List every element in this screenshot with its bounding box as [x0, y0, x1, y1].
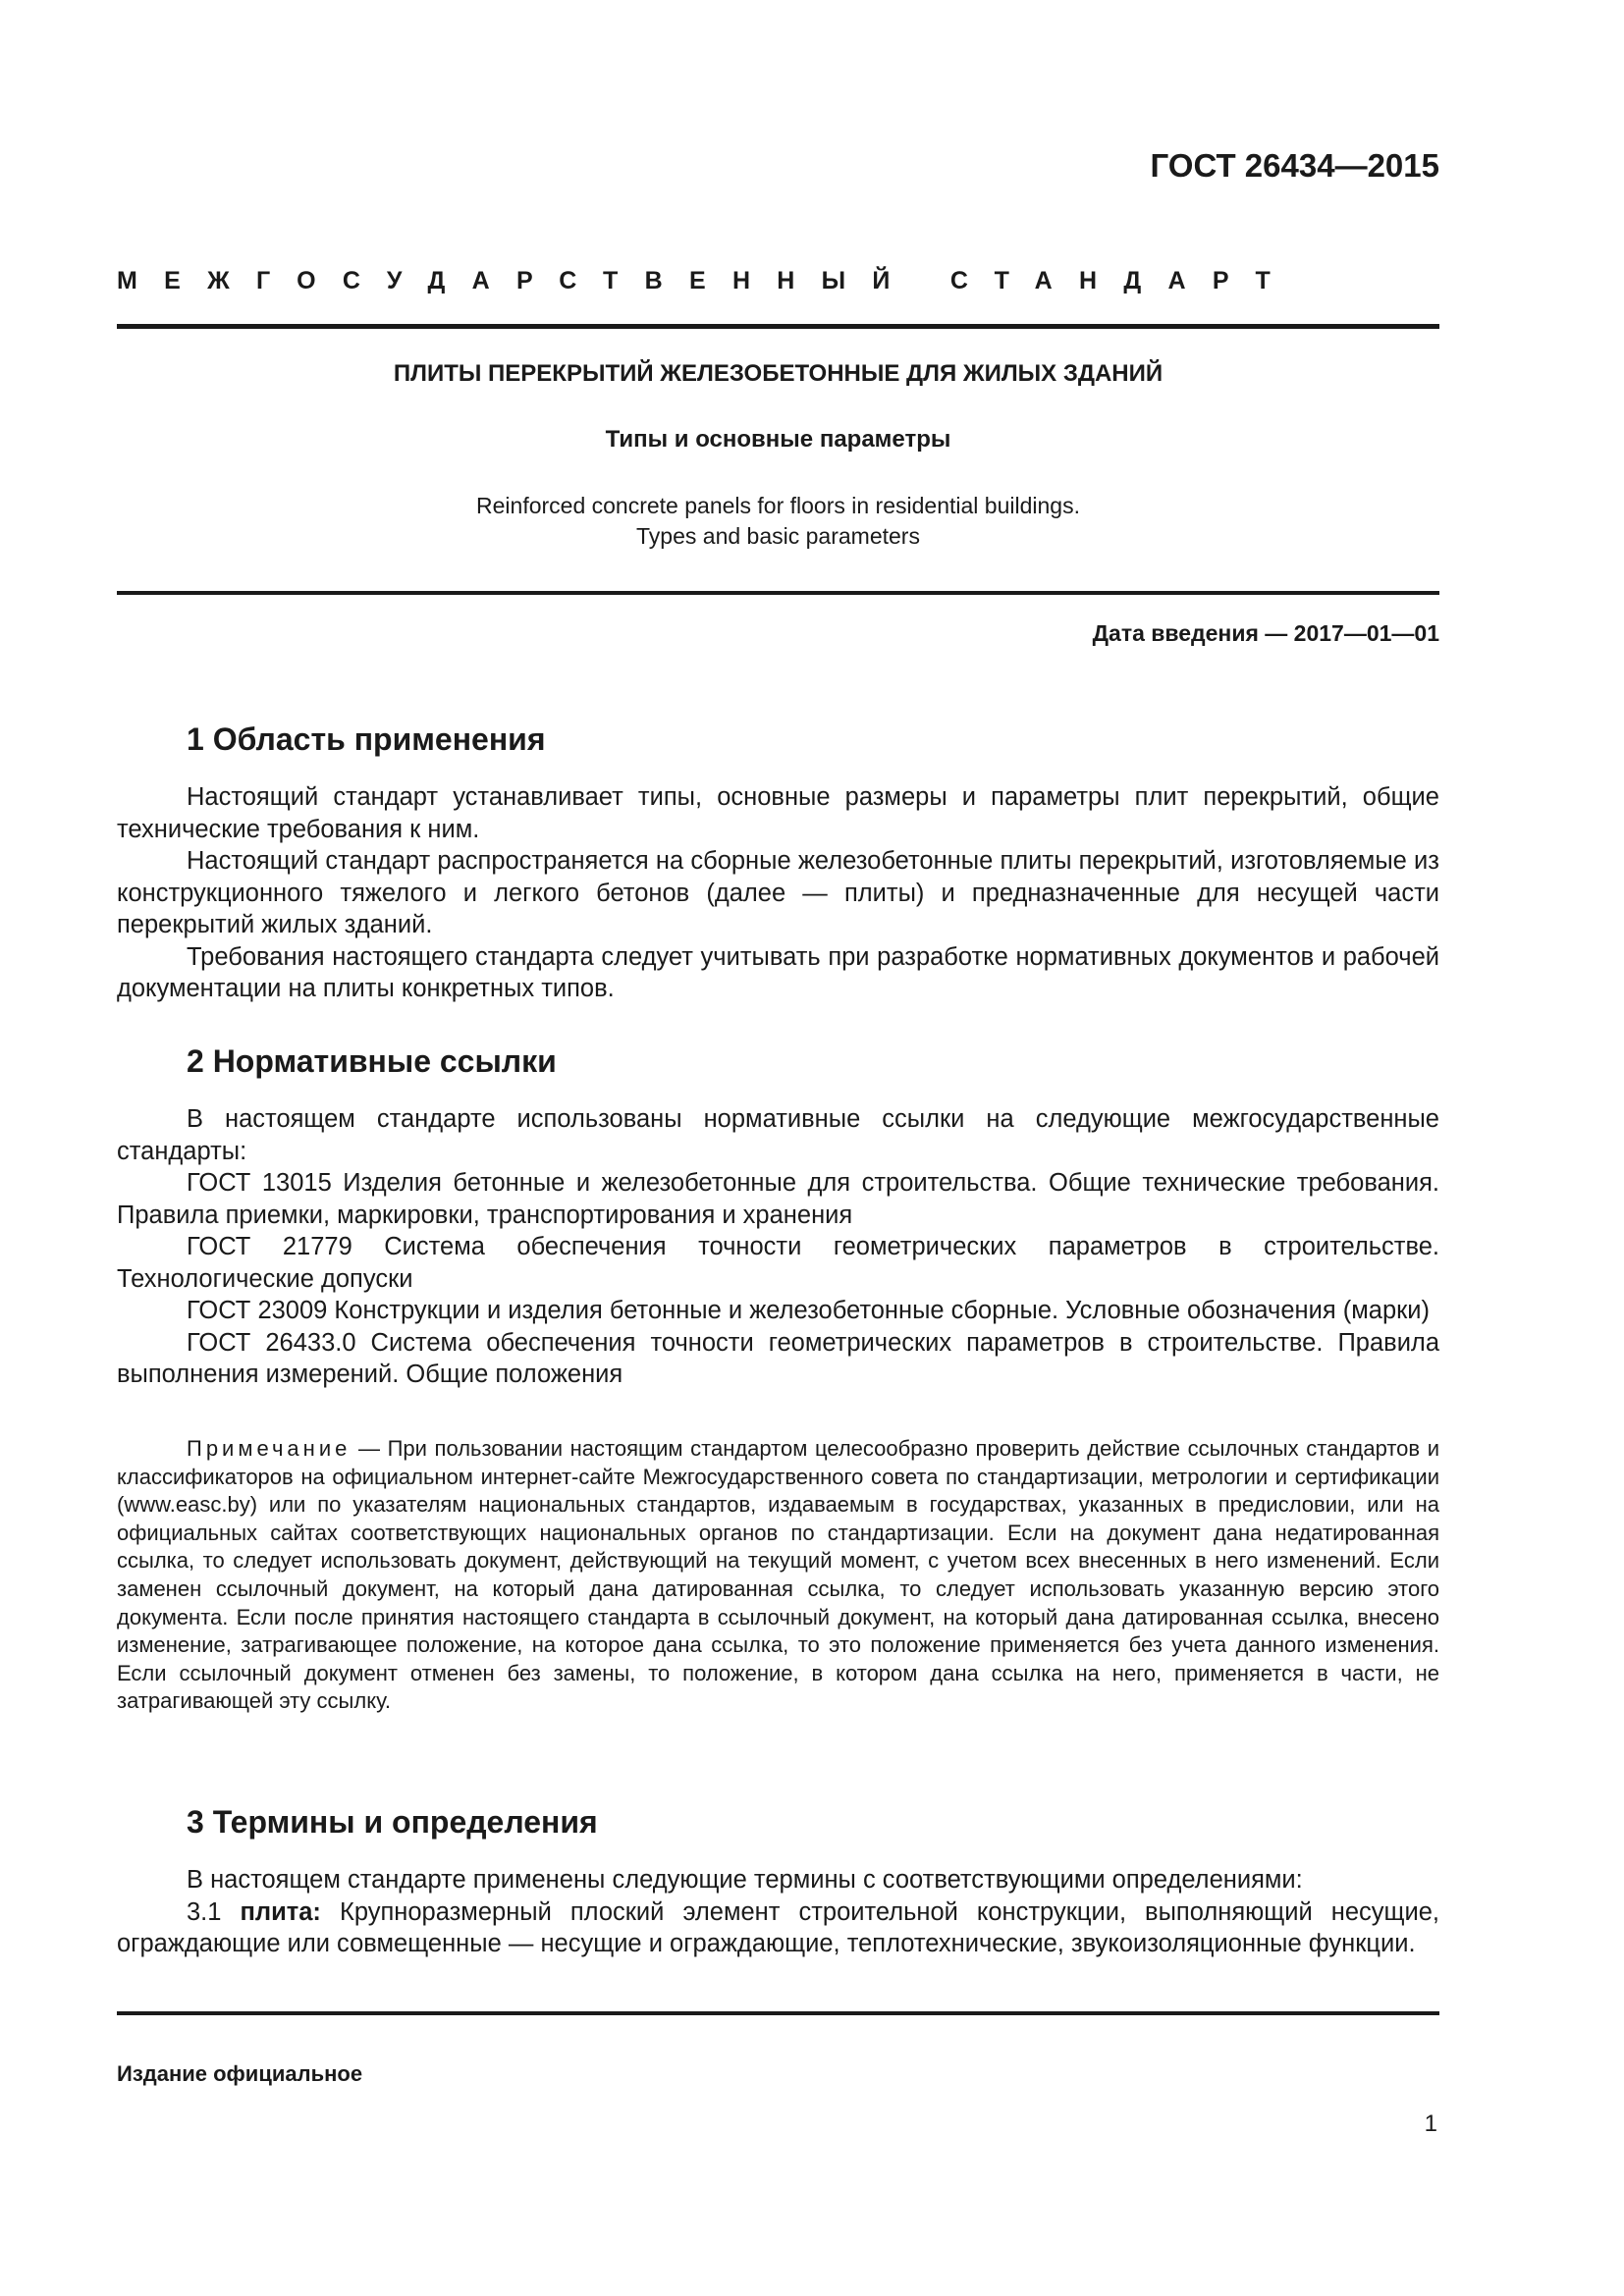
footer-divider: [117, 2011, 1439, 2015]
paragraph: В настоящем стандарте использованы нормативные ссылки на следующие межгосударственные стандарты:: [117, 1105, 1439, 1165]
section-3-body: [117, 1864, 1439, 1960]
reference-item: ГОСТ 21779 Система обеспечения точности геометрических параметров в строительстве. Технологические допуски: [117, 1233, 1439, 1293]
official-edition-label: Издание официальное: [117, 2061, 363, 2086]
introduction-date: Дата введения — 2017—01—01: [1092, 620, 1439, 646]
section-3-heading: 3 Термины и определения: [187, 1804, 598, 1840]
page-number: 1: [1424, 2110, 1437, 2137]
english-title: [117, 491, 1439, 552]
section-2-body: [117, 1103, 1439, 1391]
note-label: Примечание: [187, 1436, 352, 1461]
title-divider: [117, 591, 1439, 595]
term: плита:: [240, 1897, 321, 1926]
document-title: ПЛИТЫ ПЕРЕКРЫТИЙ ЖЕЛЕЗОБЕТОННЫЕ ДЛЯ ЖИЛЫХ ЗДАНИЙ: [393, 360, 1164, 387]
paragraph: В настоящем стандарте применены следующие термины с соответствующими определениями:: [187, 1866, 1303, 1894]
paragraph: Требования настоящего стандарта следует учитывать при разработке нормативных документов и рабочей документации на плиты конкретных типов.: [117, 942, 1439, 1002]
reference-item: ГОСТ 13015 Изделия бетонные и железобетонные для строительства. Общие технические требования. Правила приемки, маркировки, транспортирования и хранения: [117, 1169, 1439, 1229]
note-paragraph: [117, 1435, 1439, 1716]
term-number: 3.1: [187, 1897, 222, 1926]
reference-item: ГОСТ 23009 Конструкции и изделия бетонные и железобетонные сборные. Условные обозначения (марки): [187, 1297, 1431, 1324]
paragraph: Настоящий стандарт распространяется на сборные железобетонные плиты перекрытий, изготовляемые из конструкционного тяжелого и легкого бетонов (далее — плиты) и предназначенные для несущей части перекрытий жилых зданий.: [117, 847, 1439, 938]
section-2-note: [117, 1435, 1439, 1716]
interstate-standard-label: МЕЖГОСУДАРСТВЕННЫЙ СТАНДАРТ: [117, 267, 1298, 294]
english-title-line-2: Types and basic parameters: [636, 523, 920, 549]
document-subtitle: Типы и основные параметры: [605, 426, 951, 453]
reference-item: ГОСТ 26433.0 Система обеспечения точности геометрических параметров в строительстве. Правила выполнения измерений. Общие положения: [117, 1328, 1439, 1388]
header-divider: [117, 324, 1439, 329]
paragraph: Настоящий стандарт устанавливает типы, основные размеры и параметры плит перекрытий, общие технические требования к ним.: [117, 783, 1439, 843]
section-1-body: [117, 781, 1439, 1005]
document-number: ГОСТ 26434—2015: [1150, 147, 1439, 184]
section-2-heading: 2 Нормативные ссылки: [187, 1043, 557, 1079]
term-definition: [117, 1896, 1439, 1960]
term-definition-text: Крупноразмерный плоский элемент строительной конструкции, выполняющий несущие, ограждающие или совмещенные — несущие и ограждающие, теплотехнические, звукоизоляционные функции.: [117, 1897, 1439, 1957]
section-1-heading: 1 Область применения: [187, 721, 546, 757]
note-text: — При пользовании настоящим стандартом целесообразно проверить действие ссылочных стандартов и классификаторов на официальном интернет-сайте Межгосударственного совета по стандартизации, метрологии и сертификации (www.easc.by) или по указателям национальных стандартов, издаваемым в государствах, указанных в предисловии, или на официальных сайтах соответствующих национальных органов по стандартизации. Если на документ дана недатированная ссылка, то следует использовать документ, действующий на текущий момент, с учетом всех внесенных в него изменений. Если заменен ссылочный документ, на который дана датированная ссылка, то следует использовать указанную версию этого документа. Если после принятия настоящего стандарта в ссылочный документ, на который дана датированная ссылка, внесено изменение, затрагивающее положение, на которое дана ссылка, то это положение применяется без учета данного изменения. Если ссылочный документ отменен без замены, то положение, в котором дана ссылка на него, применяется в части, не затрагивающей эту ссылку.: [117, 1436, 1439, 1714]
english-title-line-1: Reinforced concrete panels for floors in residential buildings.: [476, 493, 1080, 518]
